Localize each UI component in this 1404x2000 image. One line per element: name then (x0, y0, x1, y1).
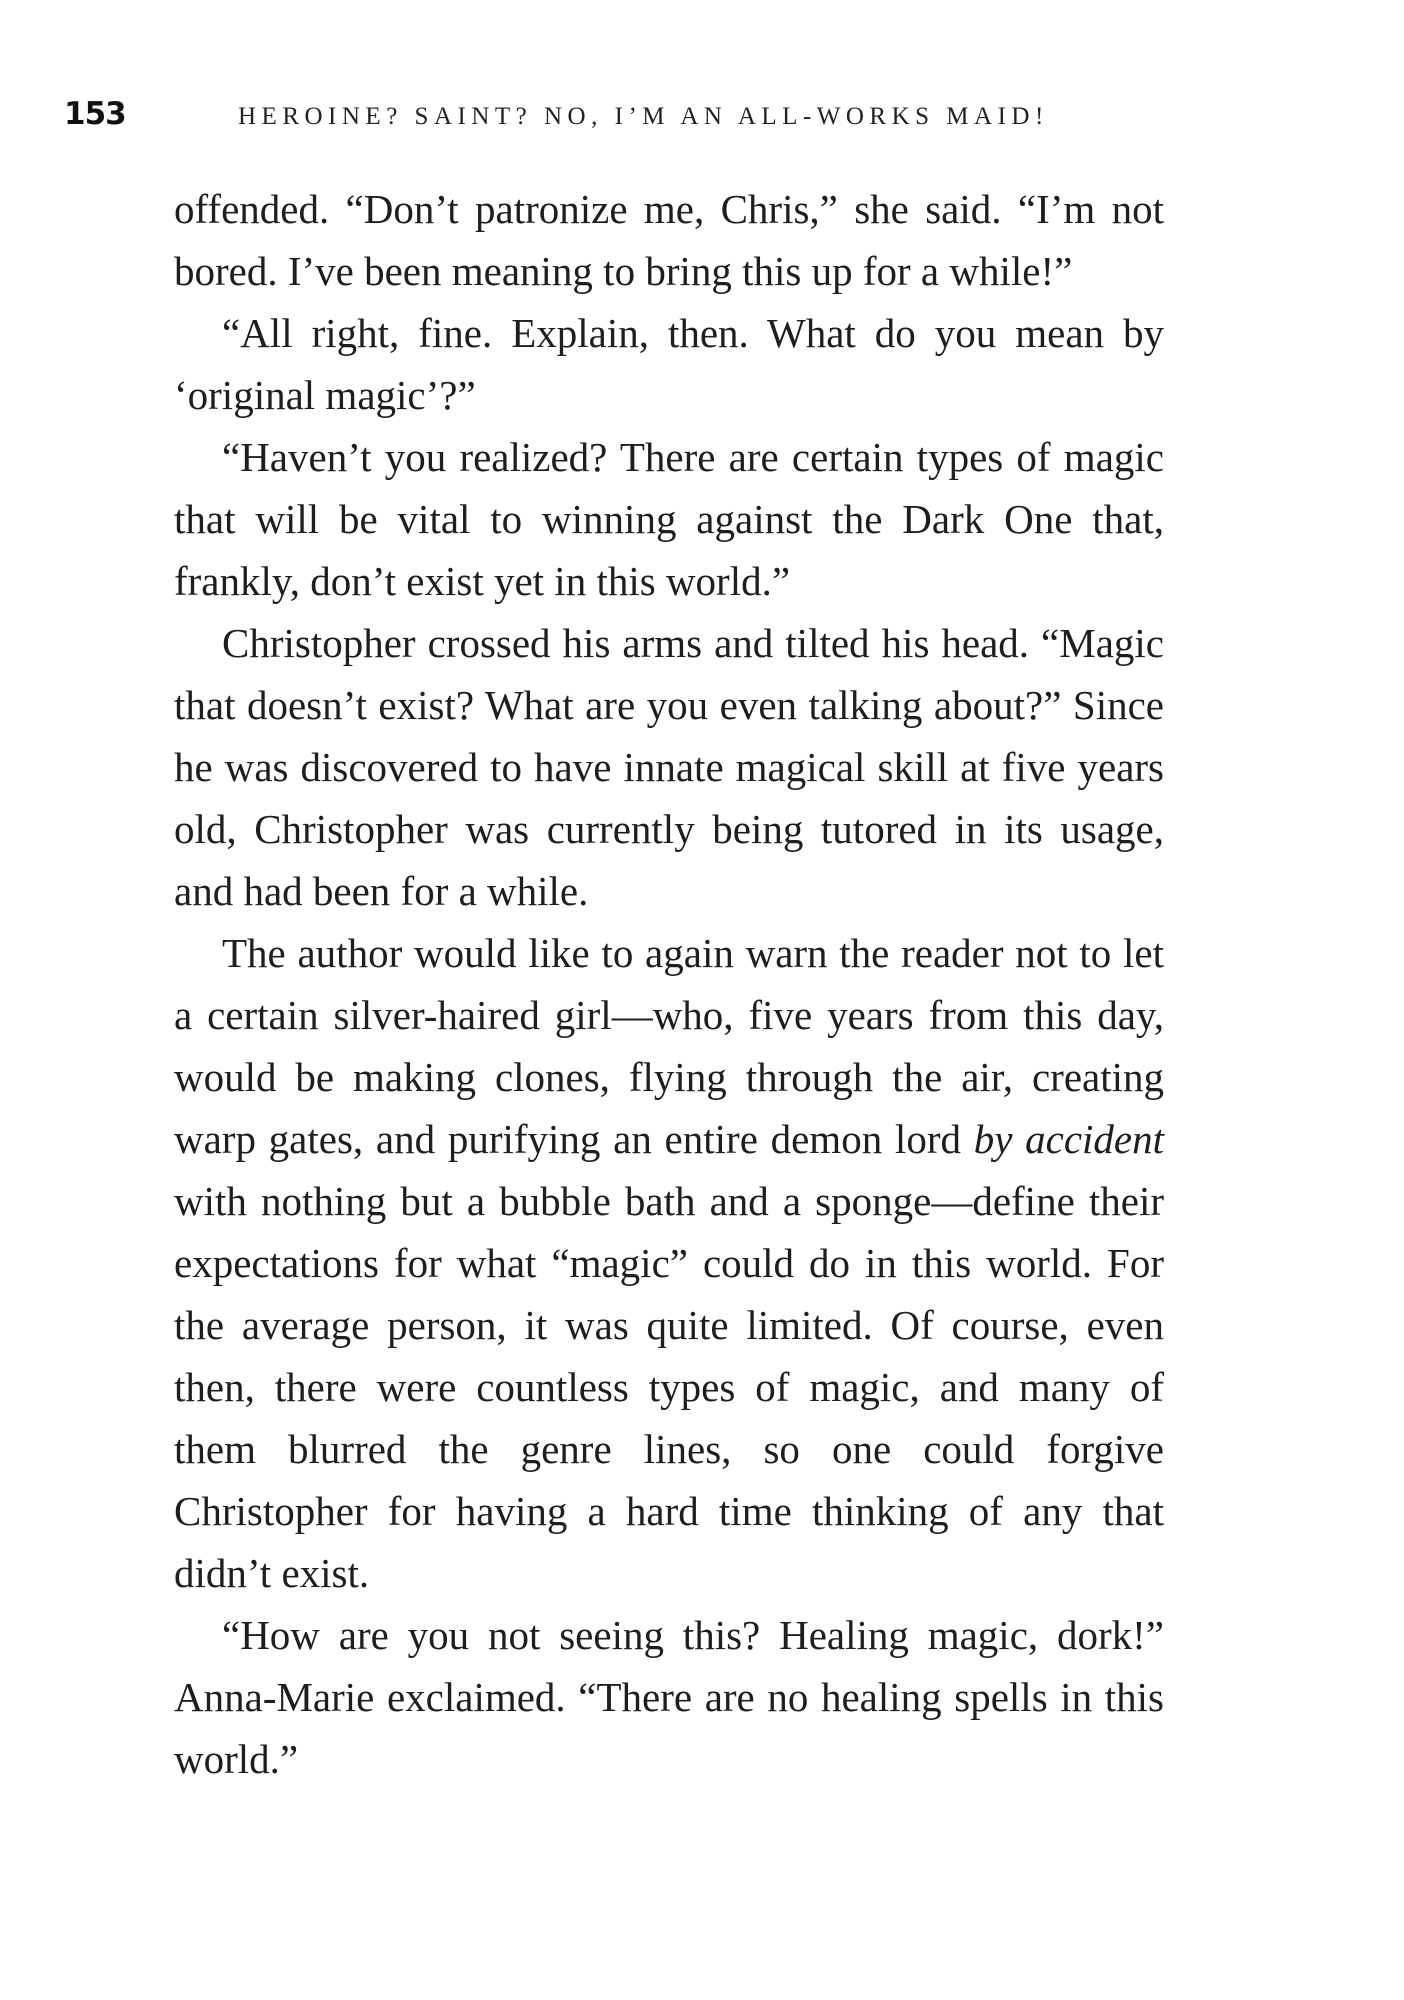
paragraph: “How are you not seeing this? Healing magic, dork!” Anna-Marie exclaimed. “There are no healing spells in this world.” (174, 1612, 1164, 1782)
running-header (64, 96, 1264, 140)
body-text (174, 178, 1164, 1790)
italic-phrase: by accident (973, 1116, 1165, 1162)
paragraph: offended. “Don’t patronize me, Chris,” she said. “I’m not bored. I’ve been meaning to bring this up for a while!” (174, 186, 1164, 294)
paragraph: Christopher crossed his arms and tilted his head. “Magic that doesn’t exist? What are you even talking about?” Since he was discovered to have innate magical skill at five years old, Christopher was currently being tutored in its usage, and had been for a while. (174, 620, 1164, 914)
page-number: 153 (64, 96, 126, 132)
paragraph (174, 922, 1164, 1604)
paragraph-text: The author would like to again warn the reader not to let a certain silver-haired girl—who, five years from this day, would be making clones, flying through the air, creating warp gates, and purifying an entire demon lord (174, 930, 1164, 1162)
paragraph-text: with nothing but a bubble bath and a sponge—define their expectations for what “magic” could do in this world. For the average person, it was quite limited. Of course, even then, there were countless types of magic, and many of them blurred the genre lines, so one could forgive Christopher for having a hard time thinking of any that didn’t exist. (174, 1178, 1164, 1596)
paragraph: “Haven’t you realized? There are certain types of magic that will be vital to winning against the Dark One that, frankly, don’t exist yet in this world.” (174, 434, 1164, 604)
paragraph: “All right, fine. Explain, then. What do you mean by ‘original magic’?” (174, 310, 1164, 418)
book-title: HEROINE? SAINT? NO, I’M AN ALL-WORKS MAID! (238, 103, 1049, 130)
